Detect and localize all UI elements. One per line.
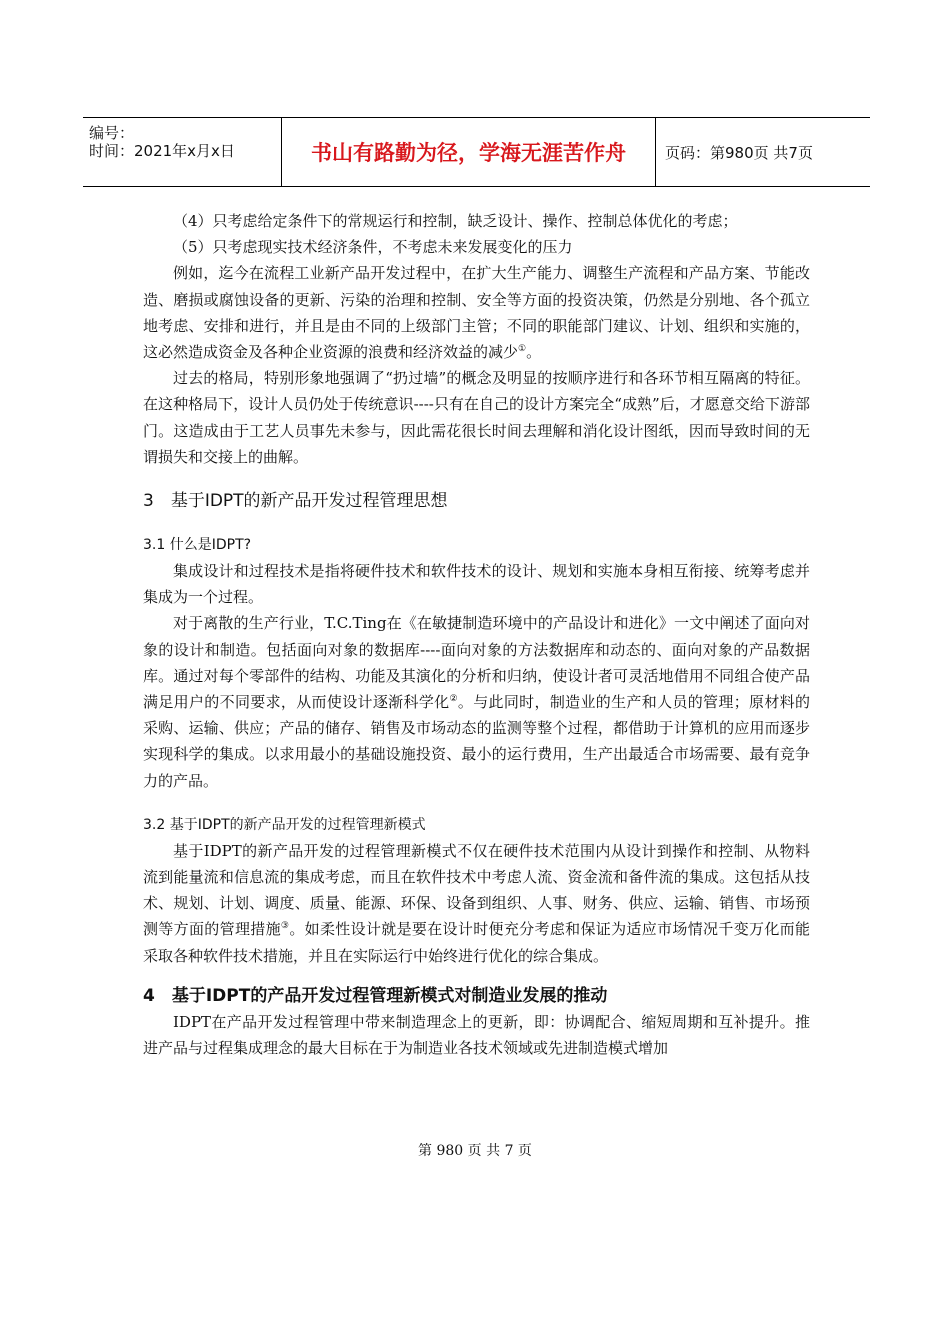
header-page-cell <box>655 118 880 186</box>
paragraph-discrete <box>143 610 810 793</box>
header-table <box>83 117 870 187</box>
section-3-heading: 3 基于IDPT的新产品开发过程管理思想 <box>143 491 448 512</box>
document-number-label: 编号： <box>89 124 135 142</box>
footnote-ref-1: ① <box>518 344 527 355</box>
section-4-heading: 4 基于IDPT的产品开发过程管理新模式对制造业发展的推动 <box>143 985 608 1006</box>
document-date: 时间：2021年x月x日 <box>89 142 235 160</box>
paragraph-discrete-text-b: 。与此同时，制造业的生产和人员的管理；原材料的采购、运输、供应；产品的储存、销售及市场动态的监测等整个过程，都借助于计算机的应用而逐步实现科学的集成。以求用最小的基础设施投资、最小的运行费用，生产出最适合市场需要、最有竞争力的产品。 <box>143 693 810 790</box>
paragraph-example-text: 例如，迄今在流程工业新产品开发过程中，在扩大生产能力、调整生产流程和产品方案、节能改造、磨损或腐蚀设备的更新、污染的治理和控制、安全等方面的投资决策，仍然是分别地、各个孤立地考虑、安排和进行，并且是由不同的上级部门主管；不同的职能部门建议、计划、组织和实施的，这必然造成资金及各种企业资源的浪费和经济效益的减少 <box>143 264 810 362</box>
paragraph-section-4: IDPT在产品开发过程管理中带来制造理念上的更新，即：协调配合、缩短周期和互补提升。推进产品与过程集成理念的最大目标在于为制造业各技术领域或先进制造模式增加 <box>143 1012 810 1058</box>
list-item-5: （5）只考虑现实技术经济条件，不考虑未来发展变化的压力 <box>173 238 573 257</box>
paragraph-new-mode-text-b: 。如柔性设计就是要在设计时便充分考虑和保证为适应市场情况千变万化而能采取各种软件技术措施，并且在实际运行中始终进行优化的综合集成。 <box>143 920 810 965</box>
header-meta-cell <box>83 118 281 186</box>
document-body <box>143 208 810 1061</box>
section-3-2-heading: 3.2 基于IDPT的新产品开发的过程管理新模式 <box>143 816 426 833</box>
section-3-1-heading: 3.1 什么是IDPT? <box>143 537 252 554</box>
list-item-4: （4）只考虑给定条件下的常规运行和控制，缺乏设计、操作、控制总体优化的考虑； <box>173 212 738 230</box>
paragraph-new-mode-text-a: 基于IDPT的新产品开发的过程管理新模式不仅在硬件技术范围内从设计到操作和控制、从物料流到能量流和信息流的集成考虑，而且在软件技术中考虑人流、资金流和备件流的集成。这包括从技术、规划、计划、调度、质量、能源、环保、设备到组织、人事、财务、供应、运输、销售、市场预测等方面的管理措施 <box>143 841 810 939</box>
paragraph-discrete-text-a: 对于离散的生产行业，T.C.Ting在《在敏捷制造环境中的产品设计和进化》一文中阐述了面向对象的设计和制造。包括面向对象的数据库----面向对象的方法数据库和动态的、面向对象的产品数据库。通过对每个零部件的结构、功能及其演化的分析和归纳，使设计者可灵活地借用不同组合使产品满足用户的不同要求，从而使设计逐渐科学化 <box>143 614 810 712</box>
paragraph-idpt-definition: 集成设计和过程技术是指将硬件技术和软件技术的设计、规划和实施本身相互衔接、统筹考虑并集成为一个过程。 <box>143 562 810 607</box>
header-motto: 书山有路勤为径，学海无涯苦作舟 <box>311 141 626 165</box>
page-footer: 第 980 页 共 7 页 <box>418 1143 532 1159</box>
footnote-ref-2: ② <box>449 694 458 705</box>
footnote-ref-3: ③ <box>280 921 290 932</box>
paragraph-past: 过去的格局，特别形象地强调了“扔过墙”的概念及明显的按顺序进行和各环节相互隔离的特征。在这种格局下，设计人员仍处于传统意识----只有在自己的设计方案完全“成熟”后，才愿意交给下游部门。这造成由于工艺人员事先未参与，因此需花很长时间去理解和消化设计图纸，因而导致时间的无谓损失和交接上的曲解。 <box>143 369 810 466</box>
paragraph-example: 例如，迄今在流程工业新产品开发过程中，在扩大生产能力、调整生产流程和产品方案、节能改造、磨损或腐蚀设备的更新、污染的治理和控制、安全等方面的投资决策，仍然是分别地、各个孤立地考虑、安排和进行，并且是由不同的上级部门主管；不同的职能部门建议、计划、组织和实施的，这必然造成资金及各种企业资源的浪费和经济效益的减少①。 <box>143 264 810 362</box>
paragraph-new-mode <box>143 838 810 969</box>
header-page-info: 页码：第980页 共7页 <box>665 143 813 162</box>
header-motto-cell <box>281 118 656 186</box>
